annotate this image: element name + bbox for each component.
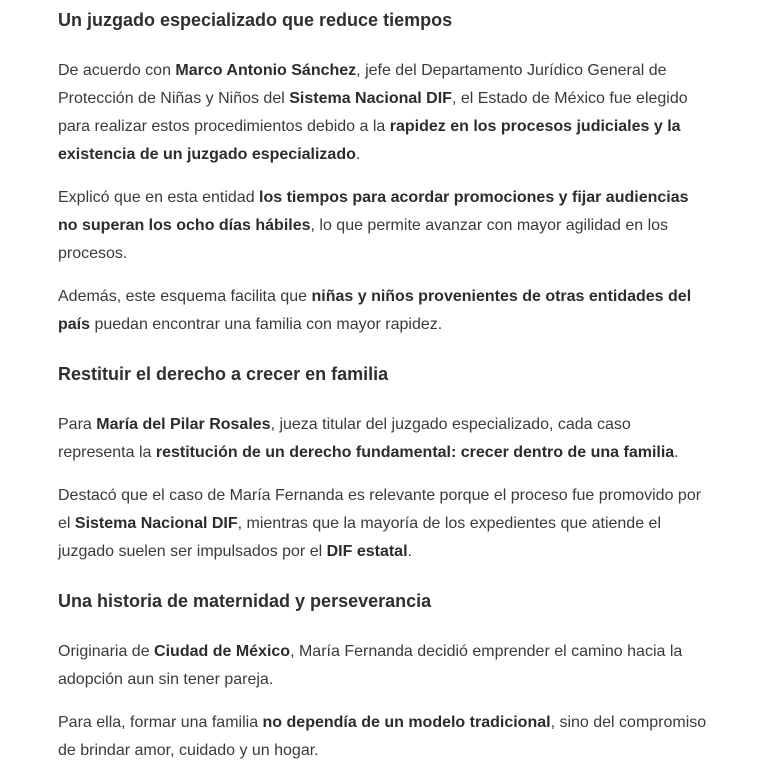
text-run: .: [674, 444, 679, 461]
bold-text: restitución de un derecho fundamental: crecer dentro de una familia: [155, 444, 675, 461]
paragraph: [58, 638, 708, 694]
bold-text: Sistema Nacional DIF: [74, 515, 238, 532]
text-run: .: [355, 146, 361, 163]
text-run: Explicó que en esta entidad: [58, 189, 260, 206]
bold-text: DIF estatal: [326, 543, 408, 560]
bold-text: Marco Antonio Sánchez: [175, 62, 357, 79]
text-run: De acuerdo con: [58, 62, 176, 79]
text-run: , el Estado de México fue elegido para realizar estos procedimientos debido a la: [58, 90, 688, 135]
text-run: Originaria de: [58, 643, 155, 660]
text-run: puedan encontrar una familia con mayor rapidez.: [90, 316, 443, 333]
text-run: Para ella, formar una familia: [58, 714, 263, 731]
bold-text: Ciudad de México: [154, 643, 291, 660]
paragraph: [58, 283, 708, 339]
text-run: Destacó que el caso de María Fernanda es relevante porque el proceso fue promovido por el: [58, 487, 702, 532]
section-heading: Una historia de maternidad y perseverancia: [58, 591, 432, 611]
bold-text: Sistema Nacional DIF: [289, 90, 452, 107]
text-run: Para: [58, 416, 97, 433]
paragraph: [58, 709, 708, 765]
text-run: .: [407, 543, 412, 560]
text-run: , mientras que la mayoría de los expedientes que atiende el juzgado suelen ser impulsados por el: [58, 515, 661, 560]
bold-text: los tiempos para acordar promociones y fijar audiencias no superan los ocho días hábiles: [58, 189, 689, 234]
paragraph: [58, 411, 708, 467]
text-run: , sino del compromiso de brindar amor, cuidado y un hogar.: [58, 714, 707, 759]
bold-text: rapidez en los procesos judiciales y la existencia de un juzgado especializado: [58, 118, 681, 163]
bold-text: María del Pilar Rosales: [96, 416, 271, 433]
paragraph: [58, 57, 708, 169]
text-run: Además, este esquema facilita que: [58, 288, 312, 305]
bold-text: no dependía de un modelo tradicional: [262, 714, 551, 731]
text-run: , jefe del Departamento Jurídico General de Protección de Niñas y Niños del: [58, 62, 667, 107]
text-run: , lo que permite avanzar con mayor agilidad en los procesos.: [58, 217, 669, 262]
text-run: , María Fernanda decidió emprender el camino hacia la adopción aun sin tener pareja.: [58, 643, 683, 688]
paragraph: [58, 482, 708, 566]
text-run: , jueza titular del juzgado especializado, cada caso representa la: [58, 416, 631, 461]
section-heading: Un juzgado especializado que reduce tiempos: [58, 10, 453, 30]
paragraph: [58, 184, 708, 268]
bold-text: niñas y niños provenientes de otras entidades del país: [58, 288, 692, 333]
section-heading: Restituir el derecho a crecer en familia: [58, 364, 389, 384]
